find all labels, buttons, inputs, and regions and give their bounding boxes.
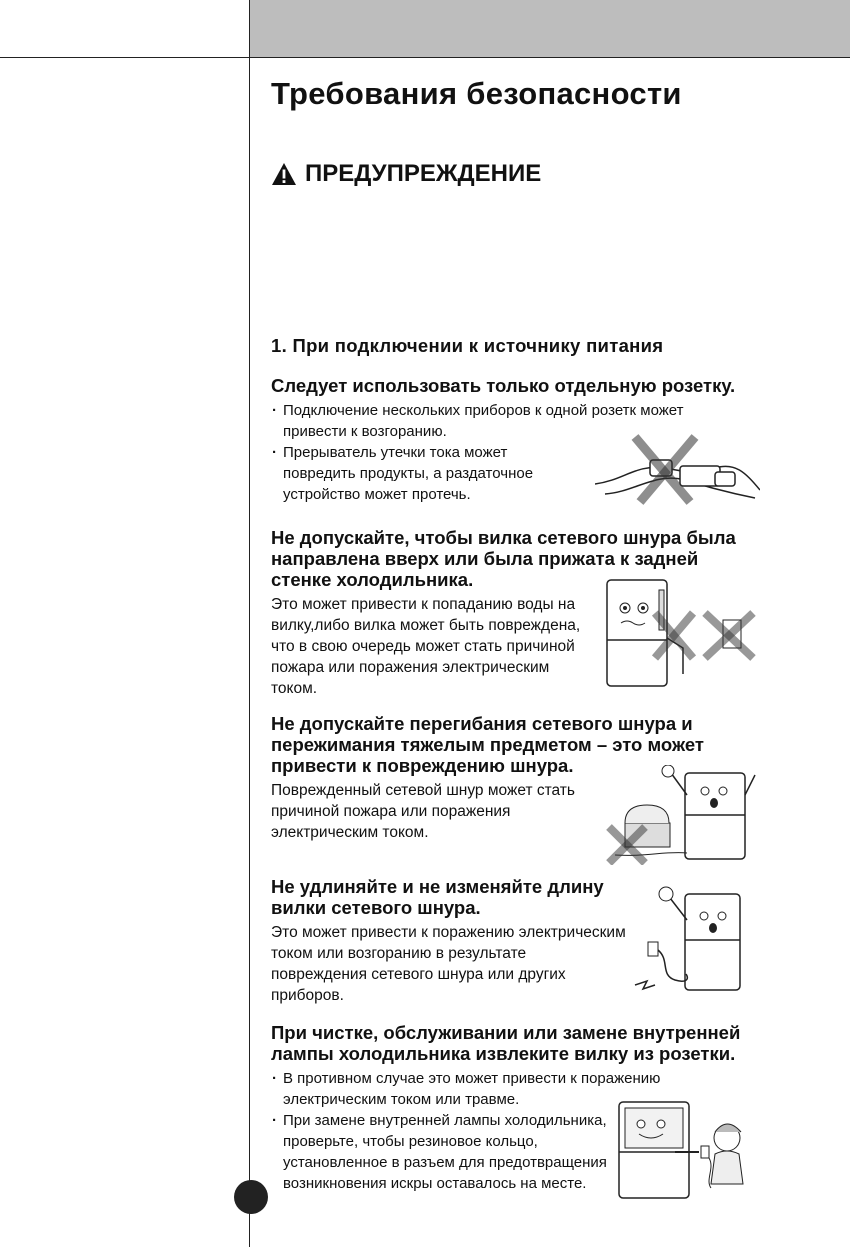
warning-triangle-icon — [271, 162, 297, 186]
margin-divider — [249, 0, 250, 1247]
block-text: Это может привести к поражению электрическим током или возгоранию в результате повреждения сетевого шнура или других приборов. — [271, 924, 626, 1004]
fridge-cord-pinched-icon — [605, 765, 760, 865]
warning-label: ПРЕДУПРЕЖДЕНИЕ — [305, 160, 542, 187]
multi-plug-socket-icon — [595, 432, 760, 512]
fridge-plug-warning-icon — [605, 578, 760, 690]
page-title: Требования безопасности — [271, 76, 682, 111]
block-do-not-extend — [271, 876, 626, 1006]
block-text: Поврежденный сетевой шнур может стать причиной пожара или поражения электрическим током. — [271, 782, 575, 841]
fridge-unplug-person-icon — [615, 1098, 755, 1202]
warning-heading — [271, 160, 541, 188]
list-item: · Прерыватель утечки тока может повредить продукты, а раздаточное устройство может протечь. — [271, 442, 573, 505]
list-item: · При замене внутренней лампы холодильника, проверьте, чтобы резиновое кольцо, установленное в разъем для предотвращения возникновения искры оставалось на месте. — [271, 1110, 608, 1194]
block-heading: При чистке, обслуживании или замене внутренней лампы холодильника извлеките вилку из розетки. — [271, 1022, 741, 1064]
page-marker — [234, 1180, 268, 1214]
list-item: · Подключение нескольких приборов к одной розетк может привести к возгоранию. — [271, 400, 751, 442]
block-heading: Не допускайте перегибания сетевого шнура и пережимания тяжелым предметом – это может привести к повреждению шнура. — [271, 713, 704, 776]
section-title: 1. При подключении к источнику питания — [271, 335, 664, 356]
block-heading: Не удлиняйте и не изменяйте длину вилки сетевого шнура. — [271, 876, 604, 918]
block-heading: Следует использовать только отдельную розетку. — [271, 375, 736, 396]
header-divider — [0, 57, 850, 58]
fridge-modified-plug-icon — [630, 880, 750, 995]
block-heading: Не допускайте, чтобы вилка сетевого шнура была направлена вверх или была прижата к задней стенке холодильника. — [271, 527, 736, 590]
list-item: · В противном случае это может привести к поражению электрическим током или травме. — [271, 1068, 761, 1110]
block-text: Это может привести к попаданию воды на вилку,либо вилка может быть повреждена, что в свою очередь может стать причиной пожара или поражения электрическим током. — [271, 596, 581, 697]
header-bar — [250, 0, 850, 57]
